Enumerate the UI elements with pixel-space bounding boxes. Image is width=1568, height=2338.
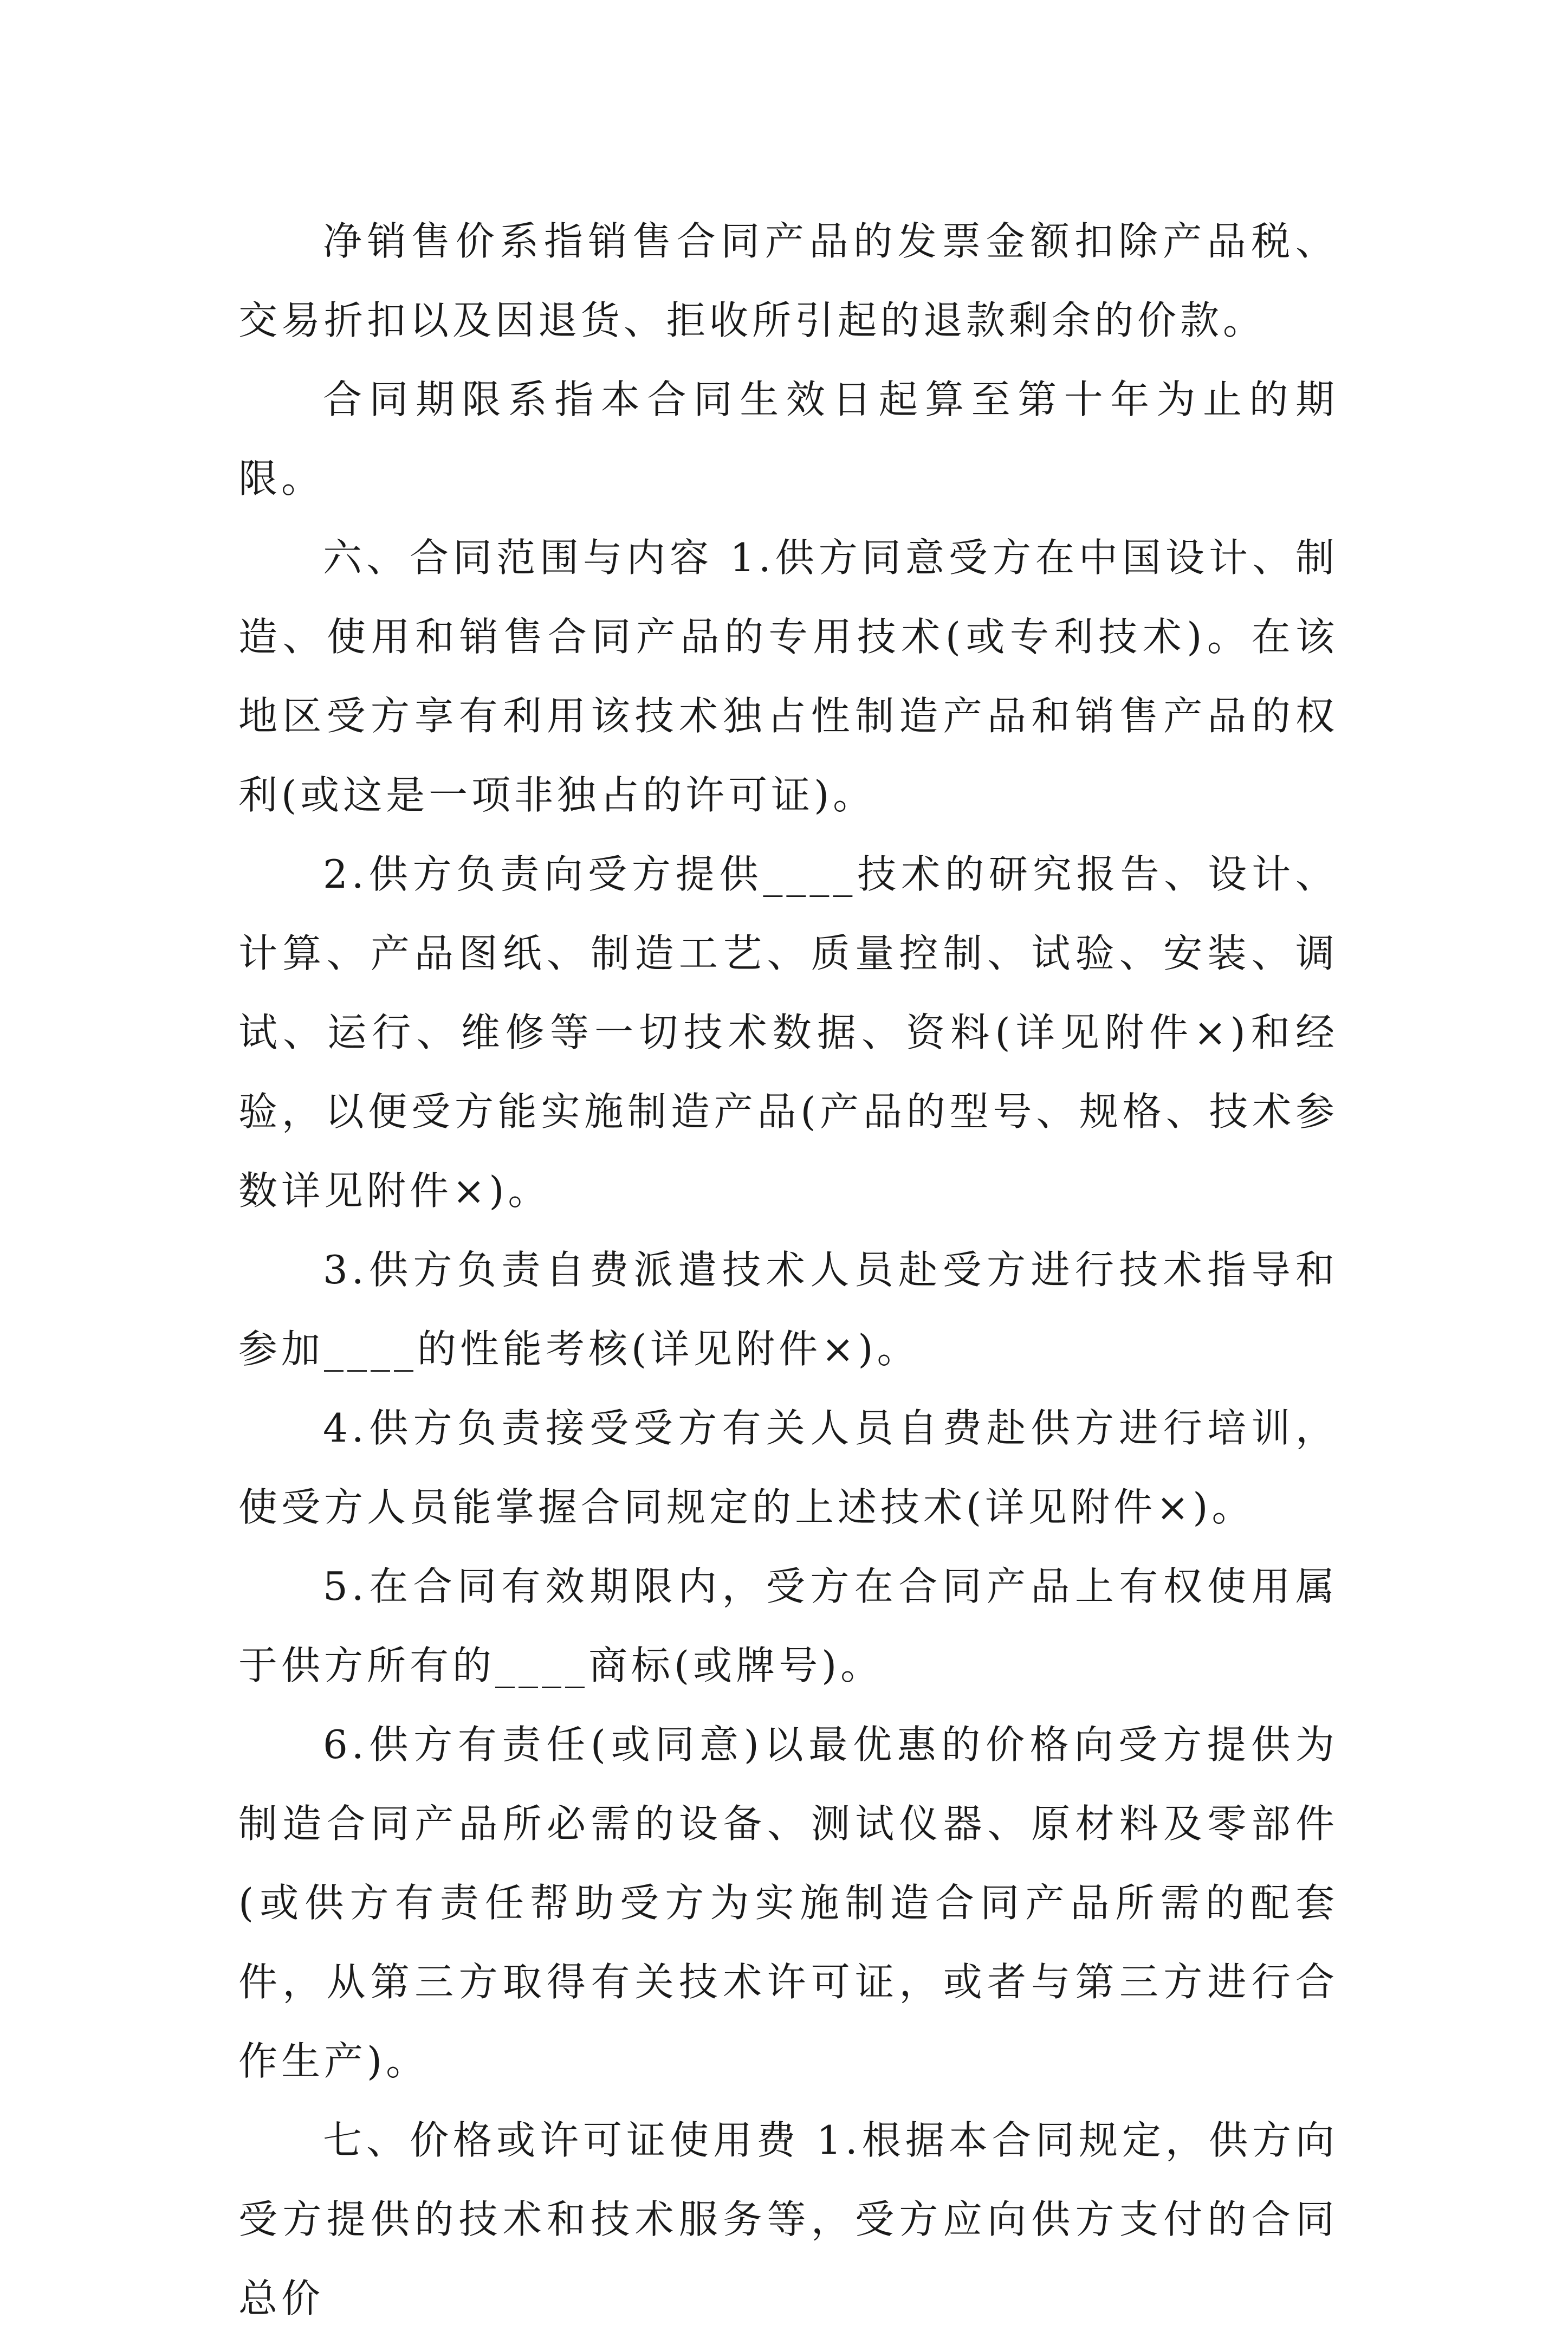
paragraph-contract-term: 合同期限系指本合同生效日起算至第十年为止的期限。 bbox=[238, 377, 1338, 501]
paragraph-scope-6: 6.供方有责任(或同意)以最优惠的价格向受方提供为制造合同产品所必需的设备、测试仪器、原材料及零部件(或供方有责任帮助受方为实施制造合同产品所需的配套件，从第三方取得有关技术许可证，或者与第三方进行合作生产)。 bbox=[238, 1722, 1338, 2084]
paragraph-scope-1: 六、合同范围与内容 1.供方同意受方在中国设计、制造、使用和销售合同产品的专用技术(或专利技术)。在该地区受方享有利用该技术独占性制造产品和销售产品的权利(或这是一项非独占的许可证)。 bbox=[238, 535, 1338, 818]
paragraph-net-sales-price: 净销售价系指销售合同产品的发票金额扣除产品税、交易折扣以及因退货、拒收所引起的退款剩余的价款。 bbox=[238, 218, 1338, 343]
paragraph-scope-4: 4.供方负责接受受方有关人员自费赴供方进行培训，使受方人员能掌握合同规定的上述技术(详见附件×)。 bbox=[238, 1405, 1338, 1530]
document-body bbox=[238, 202, 1338, 2338]
paragraph-scope-2: 2.供方负责向受方提供____技术的研究报告、设计、计算、产品图纸、制造工艺、质量控制、试验、安装、调试、运行、维修等一切技术数据、资料(详见附件×)和经验，以便受方能实施制造产品(产品的型号、规格、技术参数详见附件×)。 bbox=[238, 851, 1338, 1213]
paragraph-scope-5: 5.在合同有效期限内，受方在合同产品上有权使用属于供方所有的____商标(或牌号)。 bbox=[238, 1564, 1338, 1688]
paragraph-scope-3: 3.供方负责自费派遣技术人员赴受方进行技术指导和参加____的性能考核(详见附件×)。 bbox=[238, 1247, 1338, 1372]
paragraph-price-1: 七、价格或许可证使用费 1.根据本合同规定，供方向受方提供的技术和技术服务等，受方应向供方支付的合同总价 bbox=[238, 2117, 1338, 2321]
